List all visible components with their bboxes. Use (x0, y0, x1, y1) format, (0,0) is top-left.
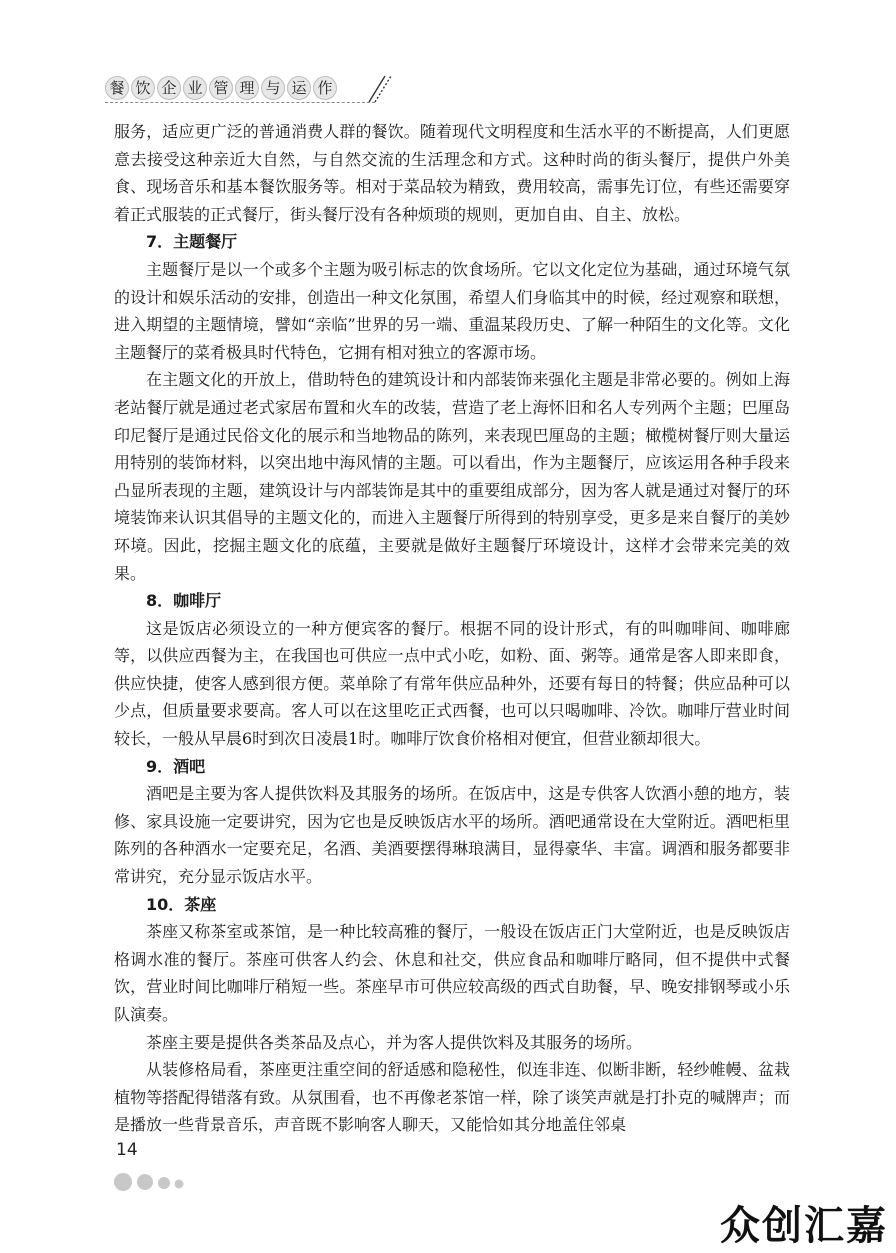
paragraph: 从装修格局看，茶座更注重空间的舒适感和隐秘性，似连非连、似断非断，轻纱帷幔、盆栽植物等搭配得错落有致。从氛围看，也不再像老茶馆一样，除了谈笑声就是打扑克的喊牌声；而是播放一些背景音乐，声音既不影响客人聊天，又能恰如其分地盖住邻桌 (114, 1060, 790, 1135)
header-rule (105, 102, 375, 103)
section-heading-7: 7．主题餐厅 (146, 232, 238, 252)
running-header (105, 72, 405, 106)
book-title (105, 76, 337, 100)
section-heading-10: 10．茶座 (146, 894, 217, 914)
title-char: 作 (313, 76, 337, 100)
paragraph: 酒吧是主要为客人提供饮料及其服务的场所。在饭店中，这是专供客人饮酒小憩的地方，装修、家具设施一定要讲究，因为它也是反映饭店水平的场所。酒吧通常设在大堂附近。酒吧柜里陈列的各种酒水一定要充足，名酒、美酒要摆得琳琅满目，显得豪华、丰富。调酒和服务都要非常讲究，充分显示饭店水平。 (114, 784, 790, 887)
page-number: 14 (116, 1140, 138, 1160)
watermark: 众创汇嘉 (720, 1203, 888, 1249)
paragraph: 在主题文化的开放上，借助特色的建筑设计和内部装饰来强化主题是非常必要的。例如上海老站餐厅就是通过老式家居布置和火车的改装，营造了老上海怀旧和名人专列两个主题；巴厘岛印尼餐厅是通过民俗文化的展示和当地物品的陈列，来表现巴厘岛的主题；橄榄树餐厅则大量运用特别的装饰材料，以突出地中海风情的主题。可以看出，作为主题餐厅，应该运用各种手段来凸显所表现的主题，建筑设计与内部装饰是其中的重要组成部分，因为客人就是通过对餐厅的环境装饰来认识其倡导的主题文化的，而进入主题餐厅所得到的特别享受，更多是来自餐厅的美妙环境。因此，挖掘主题文化的底蕴，主要就是做好主题餐厅环境设计，这样才会带来完美的效果。 (114, 370, 790, 583)
paragraph: 茶座主要是提供各类茶品及点心，并为客人提供饮料及其服务的场所。 (146, 1032, 643, 1052)
title-char: 理 (235, 76, 259, 100)
title-char: 管 (209, 76, 233, 100)
paragraph: 茶座又称茶室或茶馆，是一种比较高雅的餐厅，一般设在饭店正门大堂附近，也是反映饭店格调水准的餐厅。茶座可供客人约会、休息和社交，供应食品和咖啡厅略同，但不提供中式餐饮，营业时间比咖啡厅稍短一些。茶座早市可供应较高级的西式自助餐，早、晚安排钢琴或小乐队演奏。 (114, 922, 790, 1024)
title-char: 运 (287, 76, 311, 100)
title-char: 业 (183, 76, 207, 100)
title-char: 企 (157, 76, 181, 100)
title-char: 与 (261, 76, 285, 100)
footer-dots-decoration (112, 1170, 202, 1194)
paragraph: 主题餐厅是以一个或多个主题为吸引标志的饮食场所。它以文化定位为基础，通过环境气氛的设计和娱乐活动的安排，创造出一种文化氛围，希望人们身临其中的时候，经过观察和联想，进入期望的主题情境，譬如“亲临”世界的另一端、重温某段历史、了解一种陌生的文化等。文化主题餐厅的菜肴极具时代特色，它拥有相对独立的客源市场。 (114, 259, 790, 362)
paragraph: 服务，适应更广泛的普通消费人群的餐饮。随着现代文明程度和生活水平的不断提高，人们更愿意去接受这种亲近大自然，与自然交流的生活理念和方式。这种时尚的街头餐厅，提供户外美食、现场音乐和基本餐饮服务等。相对于菜品较为精致，费用较高，需事先订位，有些还需要穿着正式服装的正式餐厅，街头餐厅没有各种烦琐的规则，更加自由、自主、放松。 (114, 122, 790, 224)
section-heading-8: 8．咖啡厅 (146, 591, 222, 611)
paragraph: 这是饭店必须设立的一种方便宾客的餐厅。根据不同的设计形式，有的叫咖啡间、咖啡廊等，以供应西餐为主，在我国也可供应一点中式小吃，如粉、面、粥等。通常是客人即来即食，供应快捷，使客人感到很方便。菜单除了有常年供应品种外，还要有每日的特餐；供应品种可以少点，但质量要求要高。客人可以在这里吃正式西餐，也可以只喝咖啡、冷饮。咖啡厅营业时间较长，一般从早晨6时到次日凌晨1时。咖啡厅饮食价格相对便宜，但营业额却很大。 (114, 618, 790, 749)
title-char: 饮 (131, 76, 155, 100)
title-char: 餐 (105, 76, 129, 100)
page-body (114, 118, 790, 1139)
header-slash-decoration (363, 72, 403, 104)
section-heading-9: 9．酒吧 (146, 756, 206, 776)
